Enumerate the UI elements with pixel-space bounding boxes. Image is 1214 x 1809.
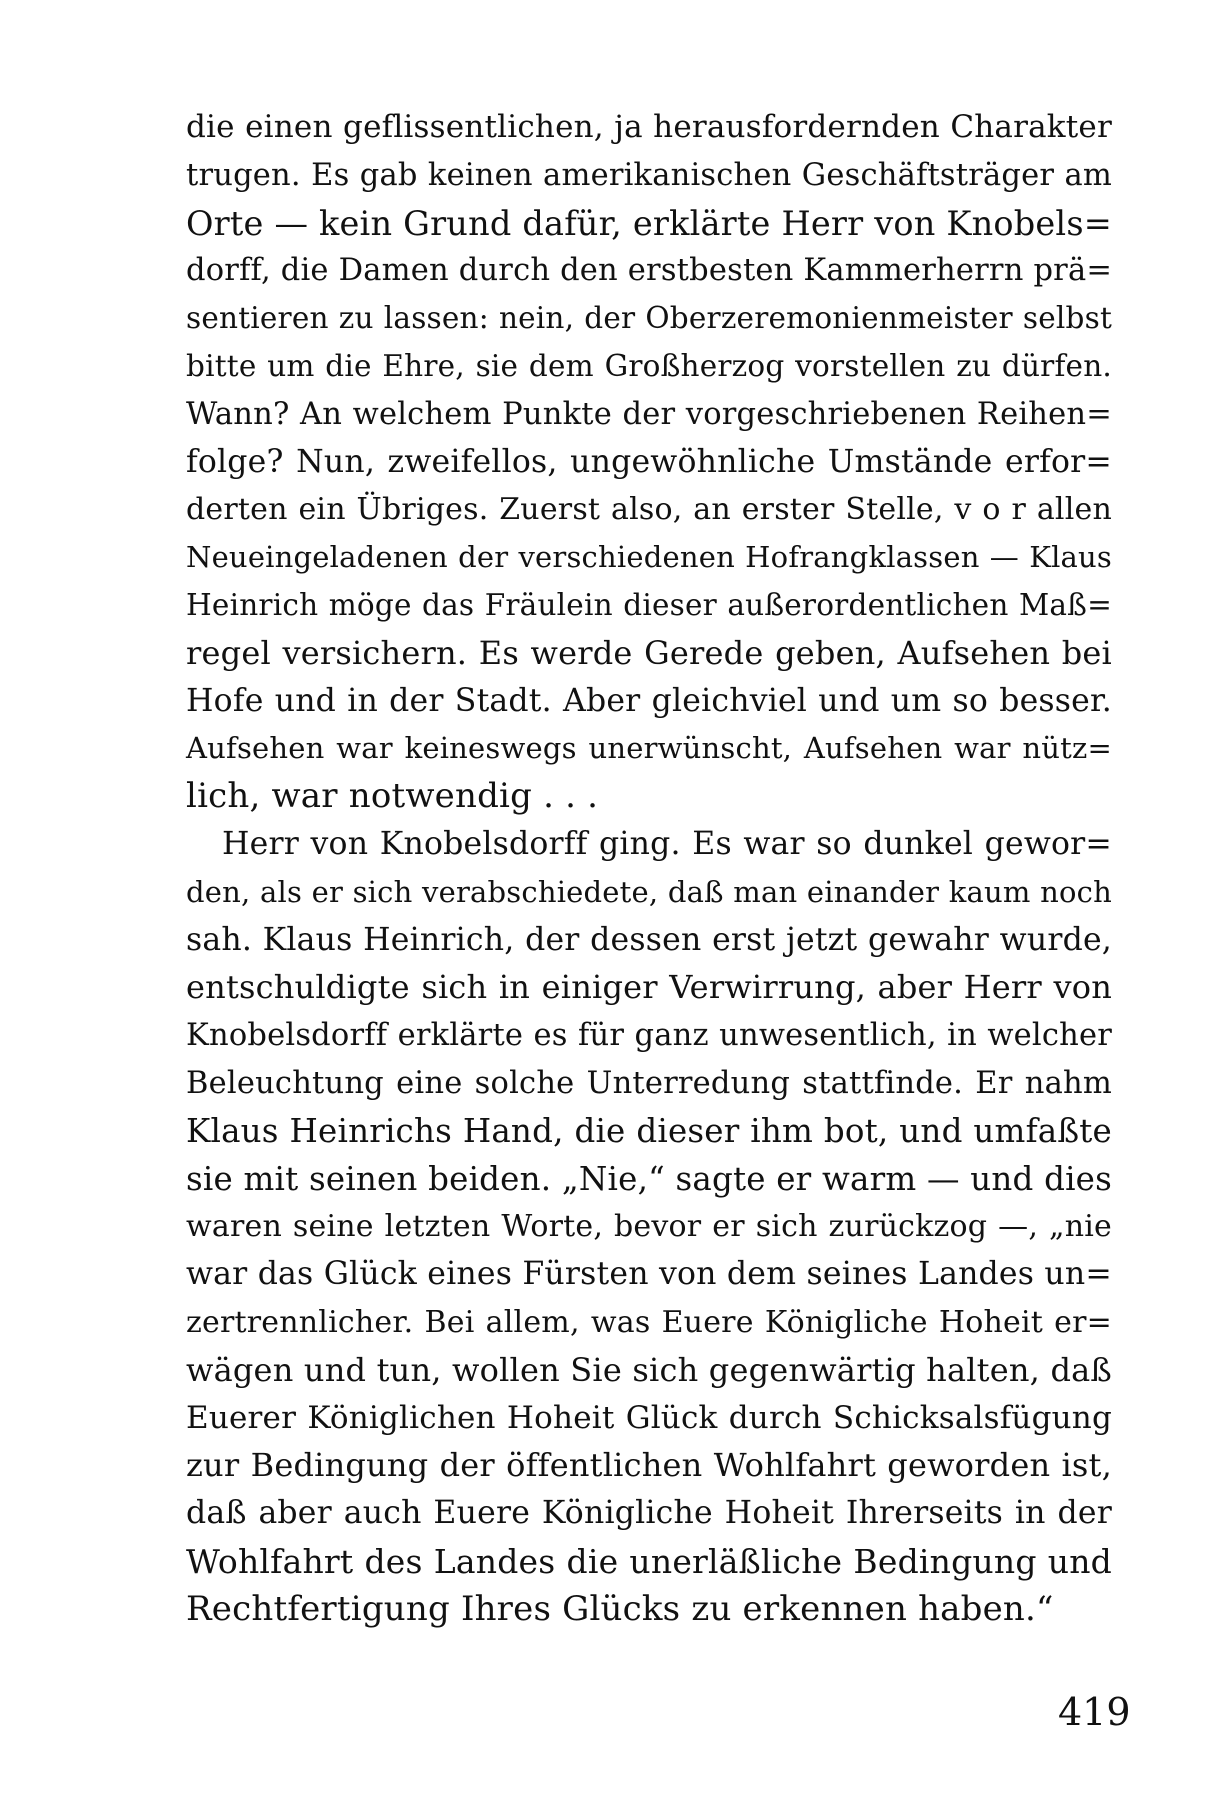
text-line: zur Bedingung der öffentlichen Wohlfahrt geworden ist, [186,1446,1112,1485]
paragraph [186,104,1112,821]
text-line: die einen geflissentlichen, ja herausfordernden Charakter [186,109,1112,145]
text-line: Neueingeladenen der verschiedenen Hofrangklassen — Klaus [186,540,1112,575]
text-line: derten ein Übriges. Zuerst also, an erster Stelle, v o r allen [186,492,1112,528]
text-line: Herr von Knobelsdorff ging. Es war so dunkel gewor= [222,825,1112,862]
page-number: 419 [1058,1690,1131,1734]
text-line: Euerer Königlichen Hoheit Glück durch Schicksalsfügung [186,1399,1112,1436]
text-line: den, als er sich verabschiedete, daß man einander kaum noch [186,874,1112,909]
text-line: Wann? An welchem Punkte der vorgeschriebenen Reihen= [186,396,1112,432]
text-line: bitte um die Ehre, sie dem Großherzog vorstellen zu dürfen. [186,348,1112,383]
text-line: zertrennlicher. Bei allem, was Euere Königliche Hoheit er= [186,1304,1112,1340]
text-line: Beleuchtung eine solche Unterredung stattfinde. Er nahm [186,1065,1112,1101]
text-line: folge? Nun, zweifellos, ungewöhnliche Umstände erfor= [186,443,1112,480]
paragraph [186,821,1112,1634]
text-line: waren seine letzten Worte, bevor er sich zurückzog —, „nie [186,1209,1112,1245]
text-line: wägen und tun, wollen Sie sich gegenwärtig halten, daß [186,1350,1112,1389]
text-line: sentieren zu lassen: nein, der Oberzeremonienmeister selbst [186,301,1112,336]
body-text [186,104,1112,1634]
text-line: regel versichern. Es werde Gerede geben, Aufsehen bei [186,633,1112,672]
text-line: war das Glück eines Fürsten von dem seines Landes un= [186,1256,1112,1293]
text-line: Klaus Heinrichs Hand, die dieser ihm bot, und umfaßte [186,1111,1112,1150]
text-line: dorff, die Damen durch den erstbesten Kammerherrn prä= [186,253,1113,289]
text-line: trugen. Es gab keinen amerikanischen Geschäftsträger am [186,157,1112,193]
text-line: daß aber auch Euere Königliche Hoheit Ihrerseits in der [186,1495,1112,1532]
text-line: sie mit seinen beiden. „Nie,“ sagte er warm — und dies [186,1159,1112,1198]
text-line: Rechtfertigung Ihres Glücks zu erkennen haben.“ [186,1588,1054,1629]
text-line: Knobelsdorff erklärte es für ganz unwesentlich, in welcher [186,1018,1112,1054]
text-line: Heinrich möge das Fräulein dieser außerordentlichen Maß= [186,587,1112,622]
text-line: Aufsehen war keineswegs unerwünscht, Aufsehen war nütz= [186,731,1112,766]
text-line: entschuldigte sich in einiger Verwirrung, aber Herr von [186,968,1112,1007]
text-line: lich, war notwendig . . . [186,776,599,817]
text-line: Orte — kein Grund dafür, erklärte Herr von Knobels= [186,203,1112,243]
text-line: Hofe und in der Stadt. Aber gleichviel und um so besser. [186,682,1112,719]
text-line: sah. Klaus Heinrich, der dessen erst jetzt gewahr wurde, [186,921,1112,958]
text-line: Wohlfahrt des Landes die unerläßliche Bedingung und [186,1541,1112,1581]
